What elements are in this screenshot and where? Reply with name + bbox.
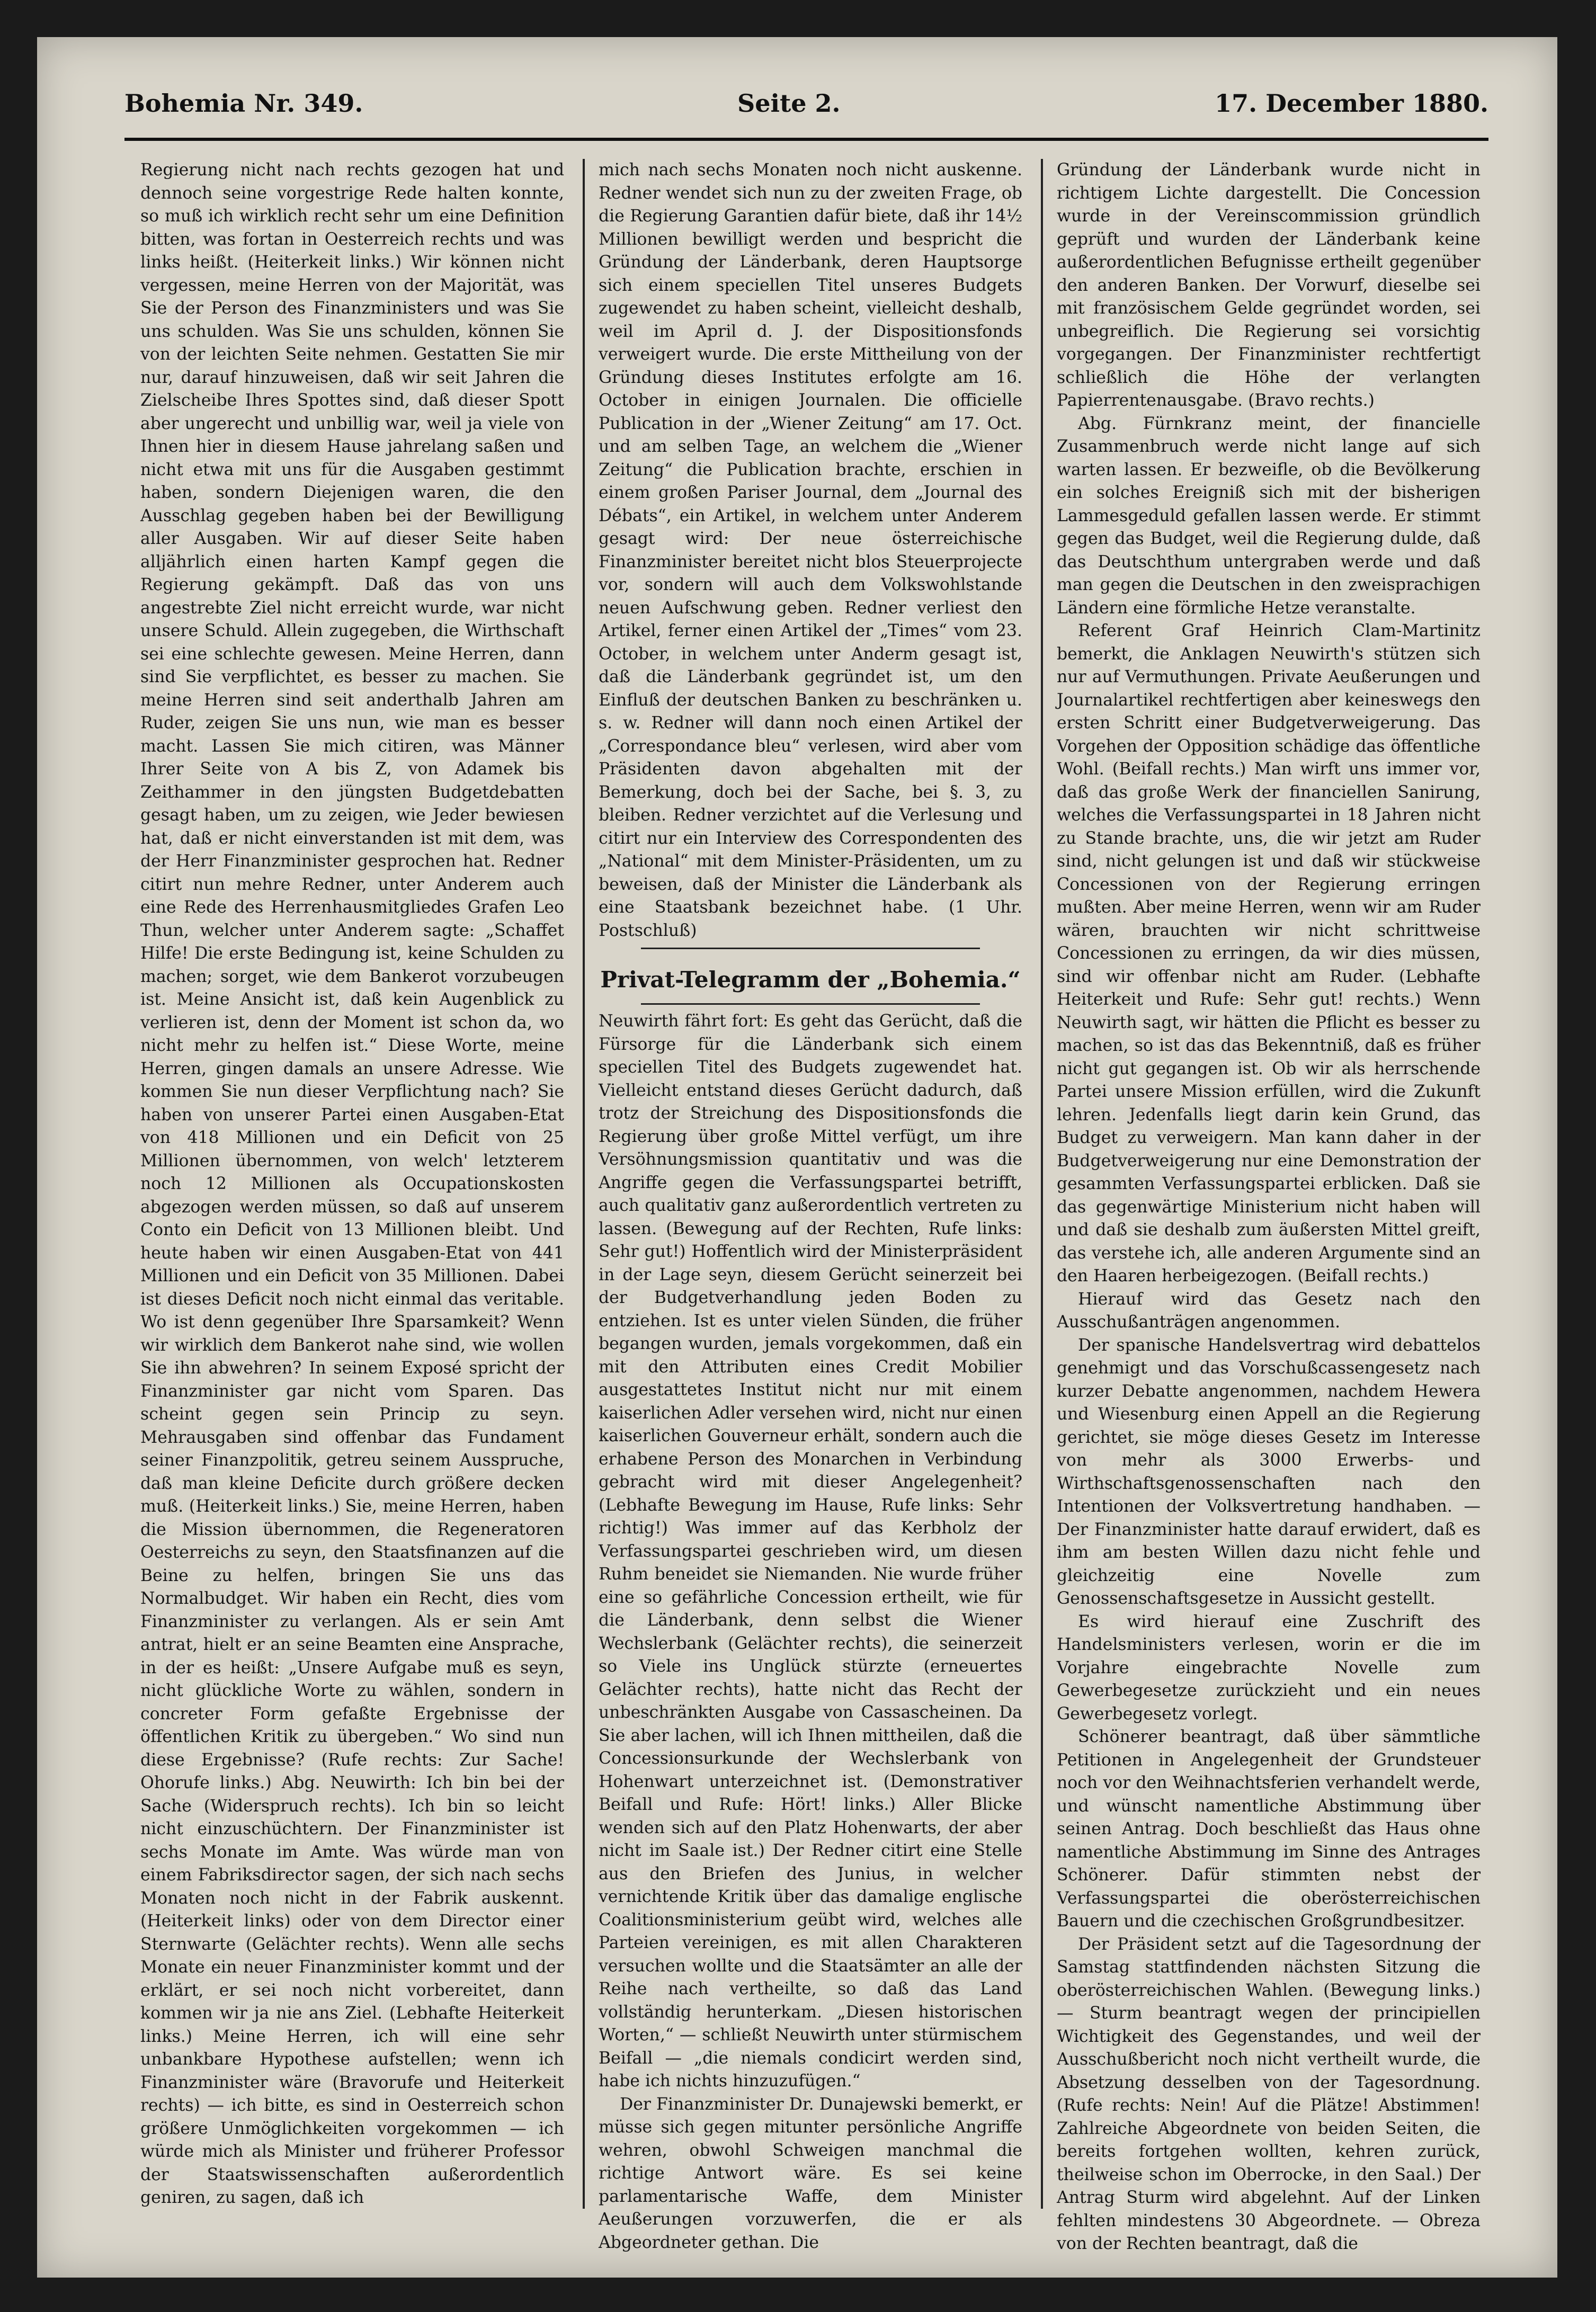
column-1: [140, 159, 564, 2240]
header-issue: Bohemia Nr. 349.: [124, 89, 363, 118]
column-3-paragraph: Es wird hierauf eine Zuschrift des Handelsministers verlesen, worin er die im Vorjahre eingebrachte Novelle zum Gewerbegesetze zurückzieht und ein neues Gewerbegesetz vorlegt.: [1057, 1612, 1481, 1724]
column-divider-2: [1041, 159, 1043, 2209]
subhead-rule-bottom: [641, 1003, 980, 1005]
column-1-paragraph: Regierung nicht nach rechts gezogen hat und dennoch seine vorgestrige Rede halten konnte, so muß ich wirklich recht sehr um eine Definition bitten, was fortan in Oesterreich rechts und was links heißt. (Heiterkeit links.) Wir können nicht vergessen, meine Herren von der Majorität, was Sie der Person des Finanzministers und was Sie uns schulden. Was Sie uns schulden, können Sie von der leichten Seite nehmen. Gestatten Sie mir nur, darauf hinzuweisen, daß wir seit Jahren die Zielscheibe Ihres Spottes sind, daß dieser Spott aber ungerecht und unbillig war, weil ja viele von Ihnen hier in diesem Hause jahrelang saßen und nicht etwa mit uns für die Ausgaben gestimmt haben, sondern Diejenigen waren, die den Ausschlag gegeben haben bei der Bewilligung aller Ausgaben. Wir auf dieser Seite haben alljährlich einen harten Kampf gegen die Regierung gekämpft. Daß das von uns angestrebte Ziel nicht erreicht wurde, war nicht unsere Schuld. Allein zugegeben, die Wirthschaft sei eine schlechte gewesen. Meine Herren, dann sind Sie verpflichtet, es besser zu machen. Sie meine Herren sind seit anderthalb Jahren am Ruder, zeigen Sie uns nun, wie man es besser macht. Lassen Sie mich citiren, was Männer Ihrer Seite von A bis Z, von Adamek bis Zeithammer in den jüngsten Budgetdebatten gesagt haben, um zu zeigen, wie Jeder bewiesen hat, daß er nicht einverstanden ist mit dem, was der Herr Finanzminister gesprochen hat. Redner citirt nun mehre Redner, unter Anderem auch eine Rede des Herrenhausmitgliedes Grafen Leo Thun, welcher unter Anderem sagte: „Schaffet Hilfe! Die erste Bedingung ist, keine Schulden zu machen; sorget, wie dem Bankerot vorzubeugen ist. Meine Ansicht ist, daß kein Augenblick zu verlieren ist, denn der Moment ist schon da, wo nicht mehr zu helfen ist.“ Diese Worte, meine Herren, gingen damals an unsere Adresse. Wie kommen Sie nun dieser Verpflichtung nach? Sie haben von unserer Partei einen Ausgaben-Etat von 418 Millionen und ein Deficit von 25 Millionen übernommen, von welch' letzterem noch 12 Millionen als Occupationskosten abgezogen werden müssen, so daß auf unserem Conto ein Deficit von 13 Millionen bleibt. Und heute haben wir einen Ausgaben-Etat von 441 Millionen und ein Deficit von 35 Millionen. Dabei ist dieses Deficit noch nicht einmal das veritable. Wo ist denn gegenüber Ihre Sparsamkeit? Wenn wir wirklich dem Bankerot nahe sind, wie wollen Sie ihn abwehren? In seinem Exposé spricht der Finanzminister gar nicht vom Sparen. Das scheint gegen sein Princip zu seyn. Mehrausgaben sind offenbar das Fundament seiner Finanzpolitik, getreu seinem Ausspruche, daß man kleine Deficite durch größere decken muß. (Heiterkeit links.) Sie, meine Herren, haben die Mission übernommen, die Regeneratoren Oesterreichs zu seyn, den Staatsfinanzen auf die Beine zu helfen, bringen Sie uns das Normalbudget. Wir haben ein Recht, dies vom Finanzminister zu verlangen. Als er sein Amt antrat, hielt er an seine Beamten eine Ansprache, in der es heißt: „Unsere Aufgabe muß es seyn, nicht glückliche Worte zu wählen, sondern in concreter Form gefaßte Ergebnisse der öffentlichen Kritik zu übergeben.“ Wo sind nun diese Ergebnisse? (Rufe rechts: Zur Sache! Ohorufe links.) Abg. Neuwirth: Ich bin bei der Sache (Widerspruch rechts). Ich bin so leicht nicht einzuschüchtern. Der Finanzminister ist sechs Monate im Amte. Was würde man von einem Fabriksdirector sagen, der sich nach sechs Monaten noch nicht in der Fabrik auskennt. (Heiterkeit links) oder von dem Director einer Sternwarte (Gelächter rechts). Wenn alle sechs Monate ein neuer Finanzminister kommt und der erklärt, er sei noch nicht vorbereitet, dann kommen wir ja nie ans Ziel. (Lebhafte Heiterkeit links.) Meine Herren, ich will eine sehr unbankbare Hypothese aufstellen; wenn ich Finanzminister wäre (Bravorufe und Heiterkeit rechts) — ich bitte, es sind in Oesterreich schon größere Unmöglichkeiten vorgekommen — ich würde mich als Minister und früherer Professor der Staatswissenschaften außerordentlich geniren, zu sagen, daß ich: [140, 160, 564, 2207]
page-header-text: [124, 79, 1488, 127]
subhead-rule-top: [641, 948, 980, 949]
column-2-paragraph: mich nach sechs Monaten noch nicht auskenne. Redner wendet sich nun zu der zweiten Frage, ob die Regierung Garantien dafür biete, daß ihr 14½ Millionen bewilligt werden und bespricht die Gründung der Länderbank, deren Hauptsorge sich einem speciellen Titel unseres Budgets zugewendet zu haben scheint, vielleicht deshalb, weil im April d. J. der Dispositionsfonds verweigert wurde. Die erste Mittheilung von der Gründung dieses Institutes erfolgte am 16. October in einigen Journalen. Die officielle Publication in der „Wiener Zeitung“ am 17. Oct. und am selben Tage, an welchem die „Wiener Zeitung“ die Publication brachte, erschien in einem großen Pariser Journal, dem „Journal des Débats“, ein Artikel, in welchem unter Anderem gesagt wird: Der neue österreichische Finanzminister bereitet nicht blos Steuerprojecte vor, sondern will auch dem Volkswohlstande neuen Aufschwung geben. Redner verliest den Artikel, ferner einen Artikel der „Times“ vom 23. October, in welchem unter Anderm gesagt ist, daß die Länderbank gegründet ist, um den Einfluß der deutschen Banken zu beschränken u. s. w. Redner will dann noch einen Artikel der „Correspondance bleu“ verlesen, wird aber vom Präsidenten davon abgehalten mit der Bemerkung, doch bei der Sache, bei §. 3, zu bleiben. Redner verzichtet auf die Verlesung und citirt nur ein Interview des Correspondenten des „National“ mit dem Minister-Präsidenten, um zu beweisen, daß der Minister die Länderbank als eine Staatsbank bezeichnet habe. (1 Uhr. Postschluß): [599, 160, 1022, 940]
column-3-paragraph: Schönerer beantragt, daß über sämmtliche Petitionen in Angelegenheit der Grundsteuer noch vor den Weihnachtsferien verhandelt werde, und wünscht namentliche Abstimmung über seinen Antrag. Doch beschließt das Haus ohne namentliche Abstimmung im Sinne des Antrages Schönerer. Dafür stimmten nebst der Verfassungspartei die oberösterreichischen Bauern und die czechischen Großgrundbesitzer.: [1057, 1727, 1481, 1931]
column-divider-1: [583, 159, 585, 2209]
column-2-paragraph: Der Finanzminister Dr. Dunajewski bemerkt, er müsse sich gegen mitunter persönliche Angriffe wehren, obwohl Schweigen manchmal die richtige Antwort wäre. Es sei keine parlamentarische Waffe, dem Minister Aeußerungen vorzuwerfen, die er als Abgeordneter gethan. Die: [599, 2094, 1022, 2252]
header-page-number: Seite 2.: [737, 89, 841, 118]
column-3-paragraph: Hierauf wird das Gesetz nach den Ausschußanträgen angenommen.: [1057, 1289, 1481, 1332]
column-2: [599, 159, 1022, 2252]
column-3-paragraph: Der Präsident setzt auf die Tagesordnung der Samstag stattfindenden nächsten Sitzung die oberösterreichischen Wahlen. (Bewegung links.) — Sturm beantragt wegen der principiellen Wichtigkeit des Gegenstandes, und weil der Ausschußbericht noch nicht vertheilt wurde, die Absetzung desselben von der Tagesordnung. (Rufe rechts: Nein! Auf die Plätze! Abstimmen! Zahlreiche Abgeordnete von beiden Seiten, die bereits fortgehen wollten, kehren zurück, theilweise schon im Oberrocke, in den Saal.) Der Antrag Sturm wird abgelehnt. Auf der Linken fehlten mindestens 30 Abgeordnete. — Obreza von der Rechten beantragt, daß die: [1057, 1934, 1481, 2253]
telegram-subheading: Privat-Telegramm der „Bohemia.“: [600, 967, 1021, 993]
column-2-paragraph: Neuwirth fährt fort: Es geht das Gerücht, daß die Fürsorge für die Länderbank sich einem speciellen Titel des Budgets zugewendet hat. Vielleicht entstand dieses Gerücht dadurch, daß trotz der Streichung des Dispositionsfonds die Regierung über große Mittel verfügt, um ihre Versöhnungsmission quantitativ und was die Angriffe gegen die Verfassungspartei betrifft, auch qualitativ ganz außerordentlich vertreten zu lassen. (Bewegung auf der Rechten, Rufe links: Sehr gut!) Hoffentlich wird der Ministerpräsident in der Lage seyn, diesem Gerücht seinerzeit bei der Budgetverhandlung jeden Boden zu entziehen. Ist es unter vielen Sünden, die früher begangen wurden, jemals vorgekommen, daß ein mit den Attributen eines Credit Mobilier ausgestattetes Institut nicht nur mit einem kaiserlichen Adler versehen wird, nicht nur einen kaiserlichen Gouverneur erhält, sondern auch die erhabene Person des Monarchen in Verbindung gebracht wird mit dieser Angelegenheit? (Lebhafte Bewegung im Hause, Rufe links: Sehr richtig!) Was immer auf das Kerbholz der Verfassungspartei geschrieben wird, um diesen Ruhm beneidet sie Niemanden. Nie wurde früher eine so gefährliche Concession ertheilt, wie für die Länderbank, denn selbst die Wiener Wechslerbank (Gelächter rechts), die seinerzeit so Viele ins Unglück stürzte (erneuertes Gelächter rechts), hatte nicht das Recht der unbeschränkten Ausgabe von Cassascheinen. Da Sie aber lachen, will ich Ihnen mittheilen, daß die Concessionsurkunde der Wechslerbank von Hohenwart unterzeichnet ist. (Demonstrativer Beifall und Rufe: Hört! links.) Aller Blicke wenden sich auf den Platz Hohenwarts, der aber nicht im Saale ist.) Der Redner citirt eine Stelle aus den Briefen des Junius, in welcher vernichtende Kritik über das damalige englische Coalitionsministerium geübt wird, welches alle Parteien vereinigen, es mit allen Charakteren versuchen wollte und die Staatsämter an alle der Reihe nach vertheilte, so daß das Land vollständig herunterkam. „Diesen historischen Worten,“ — schließt Neuwirth unter stürmischem Beifall — „die niemals condicirt werden sind, habe ich nichts hinzuzufügen.“: [599, 1012, 1022, 2091]
column-3-paragraph: Referent Graf Heinrich Clam-Martinitz bemerkt, die Anklagen Neuwirth's stützen sich nur auf Vermuthungen. Private Aeußerungen und Journalartikel rechtfertigen aber keineswegs den ersten Schritt einer Budgetverweigerung. Das Vorgehen der Opposition schädige das öffentliche Wohl. (Beifall rechts.) Man wirft uns immer vor, daß das große Werk der financiellen Sanirung, welches die Verfassungspartei in 18 Jahren nicht zu Stande brachte, uns, die wir jetzt am Ruder sind, nicht gelungen ist und daß wir stückweise Concessionen von der Regierung erringen mußten. Aber meine Herren, wenn wir am Ruder wären, brauchten wir nicht schrittweise Concessionen zu erringen, da wir dies müssen, sind wir offenbar nicht am Ruder. (Lebhafte Heiterkeit und Rufe: Sehr gut! rechts.) Wenn Neuwirth sagt, wir hätten die Pflicht es besser zu machen, so ist das das Bekenntniß, daß es früher nicht gut gegangen ist. Ob wir als herrschende Partei unsere Mission erfüllen, wird die Zukunft lehren. Jedenfalls liegt darin kein Grund, das Budget zu verweigern. Man kann daher in der Budgetverweigerung nur eine Demonstration der gesammten Verfassungspartei erblicken. Daß sie das gegenwärtige Ministerium nicht haben will und daß sie deshalb zum äußersten Mittel greift, das verstehe ich, alle anderen Argumente sind an den Haaren herbeigezogen. (Beifall rechts.): [1057, 621, 1481, 1286]
header-rule: [124, 138, 1488, 141]
header-date: 17. December 1880.: [1215, 89, 1488, 118]
column-3-paragraph: Gründung der Länderbank wurde nicht in richtigem Lichte dargestellt. Die Concession wurde in der Vereinscommission gründlich geprüft und wurden der Länderbank keine außerordentlichen Befugnisse ertheilt gegenüber den anderen Banken. Der Vorwurf, dieselbe sei mit französischem Gelde gegründet worden, sei unbegreiflich. Die Regierung sei vorsichtig vorgegangen. Der Finanzminister rechtfertigt schließlich die Höhe der verlangten Papierrentenausgabe. (Bravo rechts.): [1057, 160, 1481, 410]
column-3-paragraph: Abg. Fürnkranz meint, der financielle Zusammenbruch werde nicht lange auf sich warten lassen. Er bezweifle, ob die Bevölkerung ein solches Ereigniß sich mit der bisherigen Lammesgeduld gefallen lassen werde. Er stimmt gegen das Budget, weil die Regierung dulde, daß das Deutschthum untergraben werde und daß man gegen die Deutschen in den zweisprachigen Ländern eine förmliche Hetze veranstalte.: [1057, 414, 1481, 618]
column-3-paragraph: Der spanische Handelsvertrag wird debattelos genehmigt und das Vorschußcassengesetz nach kurzer Debatte angenommen, nachdem Hewera und Wiesenburg einen Appell an die Regierung gerichtet, sie möge dieses Gesetz im Interesse von mehr als 3000 Erwerbs- und Wirthschaftsgenossenschaften nach den Intentionen der Volksvertretung handhaben. — Der Finanzminister hatte darauf erwidert, daß es ihm am besten Willen dazu nicht fehle und gleichzeitig eine Novelle zum Genossenschaftsgesetze in Aussicht gestellt.: [1057, 1335, 1481, 1608]
column-3: [1057, 159, 1481, 2253]
